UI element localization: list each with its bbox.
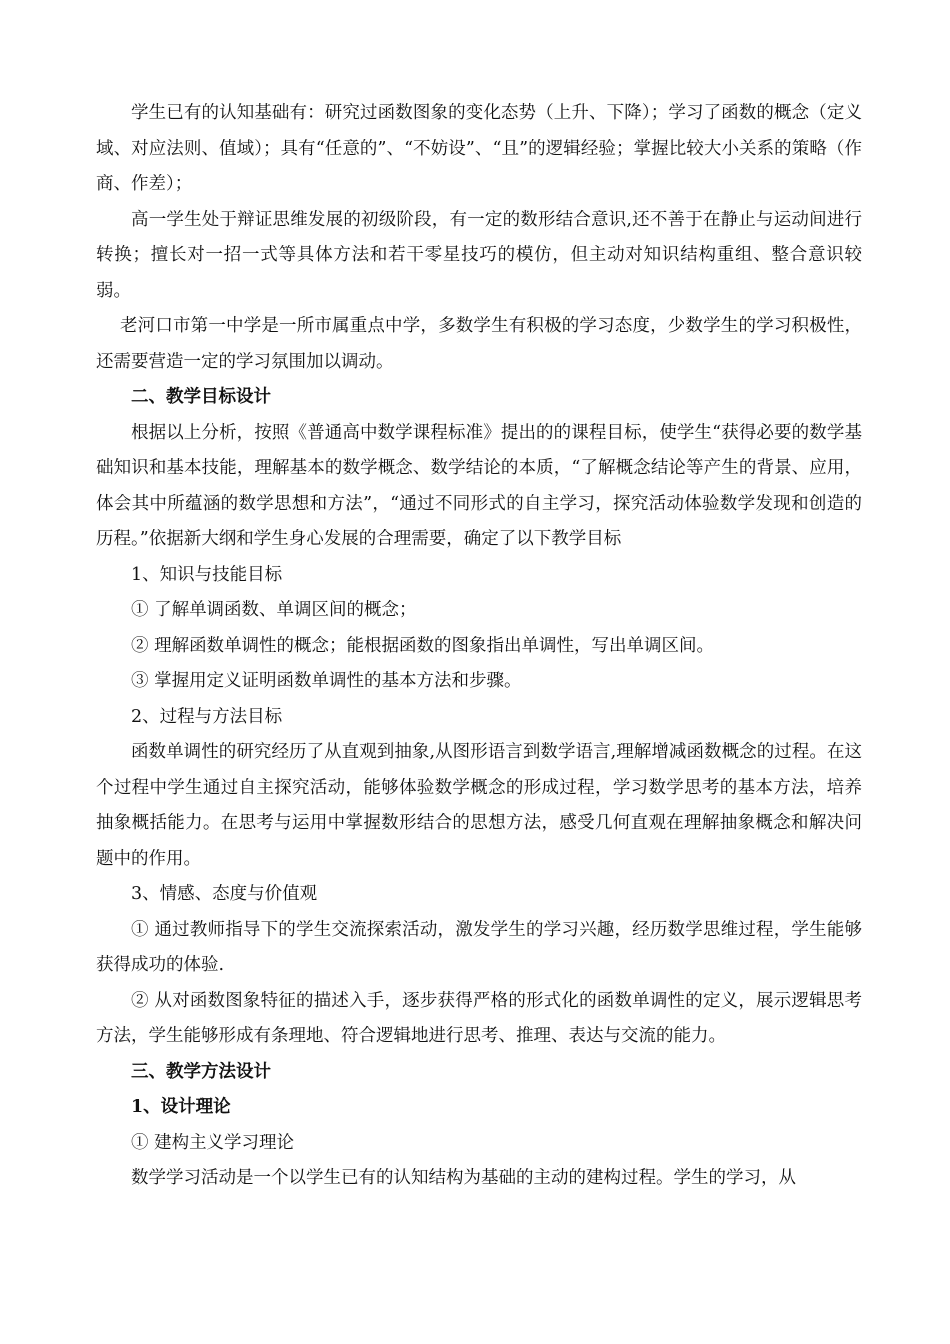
subheading-knowledge-skills: 1、知识与技能目标 xyxy=(131,564,283,585)
paragraph-thinking-stage: 高一学生处于辩证思维发展的初级阶段，有一定的数形结合意识,还不善于在静止与运动间进行转换；擅长对一招一式等具体方法和若干零星技巧的模仿，但主动对知识结构重组、整合意识较弱。 xyxy=(96,209,862,301)
list-item-knowledge-3: ③ 掌握用定义证明函数单调性的基本方法和步骤。 xyxy=(131,671,522,691)
paragraph-cognitive-basis: 学生已有的认知基础有：研究过函数图象的变化态势（上升、下降）；学习了函数的概念（定义域、对应法则、值域）；具有“任意的”、“不妨设”、“且”的逻辑经验；掌握比较大小关系的策略（作商、作差）； xyxy=(96,103,862,194)
paragraph-learning-activity: 数学学习活动是一个以学生已有的认知结构为基础的主动的建构过程。学生的学习，从 xyxy=(131,1168,796,1188)
subheading-process-methods: 2、过程与方法目标 xyxy=(131,706,283,727)
subheading-emotion-values: 3、情感、态度与价值观 xyxy=(131,884,318,904)
list-item-emotion-1: ① 通过教师指导下的学生交流探索活动，激发学生的学习兴趣，经历数学思维过程，学生能够获得成功的体验. xyxy=(96,919,862,975)
paragraph-process-methods: 函数单调性的研究经历了从直观到抽象,从图形语言到数学语言,理解增减函数概念的过程。在这个过程中学生通过自主探究活动，能够体验数学概念的形成过程，学习数学思考的基本方法，培养抽象概括能力。在思考与运用中掌握数形结合的思想方法，感受几何直观在理解抽象概念和解决问题中的作用。 xyxy=(96,742,862,869)
document-body xyxy=(96,96,862,1197)
paragraph-school-context: 老河口市第一中学是一所市属重点中学，多数学生有积极的学习态度，少数学生的学习积极性，还需要营造一定的学习氛围加以调动。 xyxy=(96,316,862,372)
section-heading-methods: 三、教学方法设计 xyxy=(131,1061,271,1082)
subheading-design-theory: 1、设计理论 xyxy=(131,1097,231,1117)
list-item-knowledge-2: ② 理解函数单调性的概念；能根据函数的图象指出单调性，写出单调区间。 xyxy=(131,635,715,656)
list-item-knowledge-1: ① 了解单调函数、单调区间的概念； xyxy=(131,600,417,620)
paragraph-objectives-basis: 根据以上分析，按照《普通高中数学课程标准》提出的的课程目标，使学生“获得必要的数学基础知识和基本技能，理解基本的数学概念、数学结论的本质，“了解概念结论等产生的背景、应用，体会其中所蕴涵的数学思想和方法”，“通过不同形式的自主学习，探究活动体验数学发现和创造的历程。”依据新大纲和学生身心发展的合理需要，确定了以下教学目标 xyxy=(96,422,862,549)
section-heading-objectives: 二、教学目标设计 xyxy=(131,387,271,407)
list-item-constructivism: ① 建构主义学习理论 xyxy=(131,1132,295,1153)
list-item-emotion-2: ② 从对函数图象特征的描述入手，逐步获得严格的形式化的函数单调性的定义，展示逻辑思考方法，学生能够形成有条理地、符合逻辑地进行思考、推理、表达与交流的能力。 xyxy=(96,990,862,1046)
